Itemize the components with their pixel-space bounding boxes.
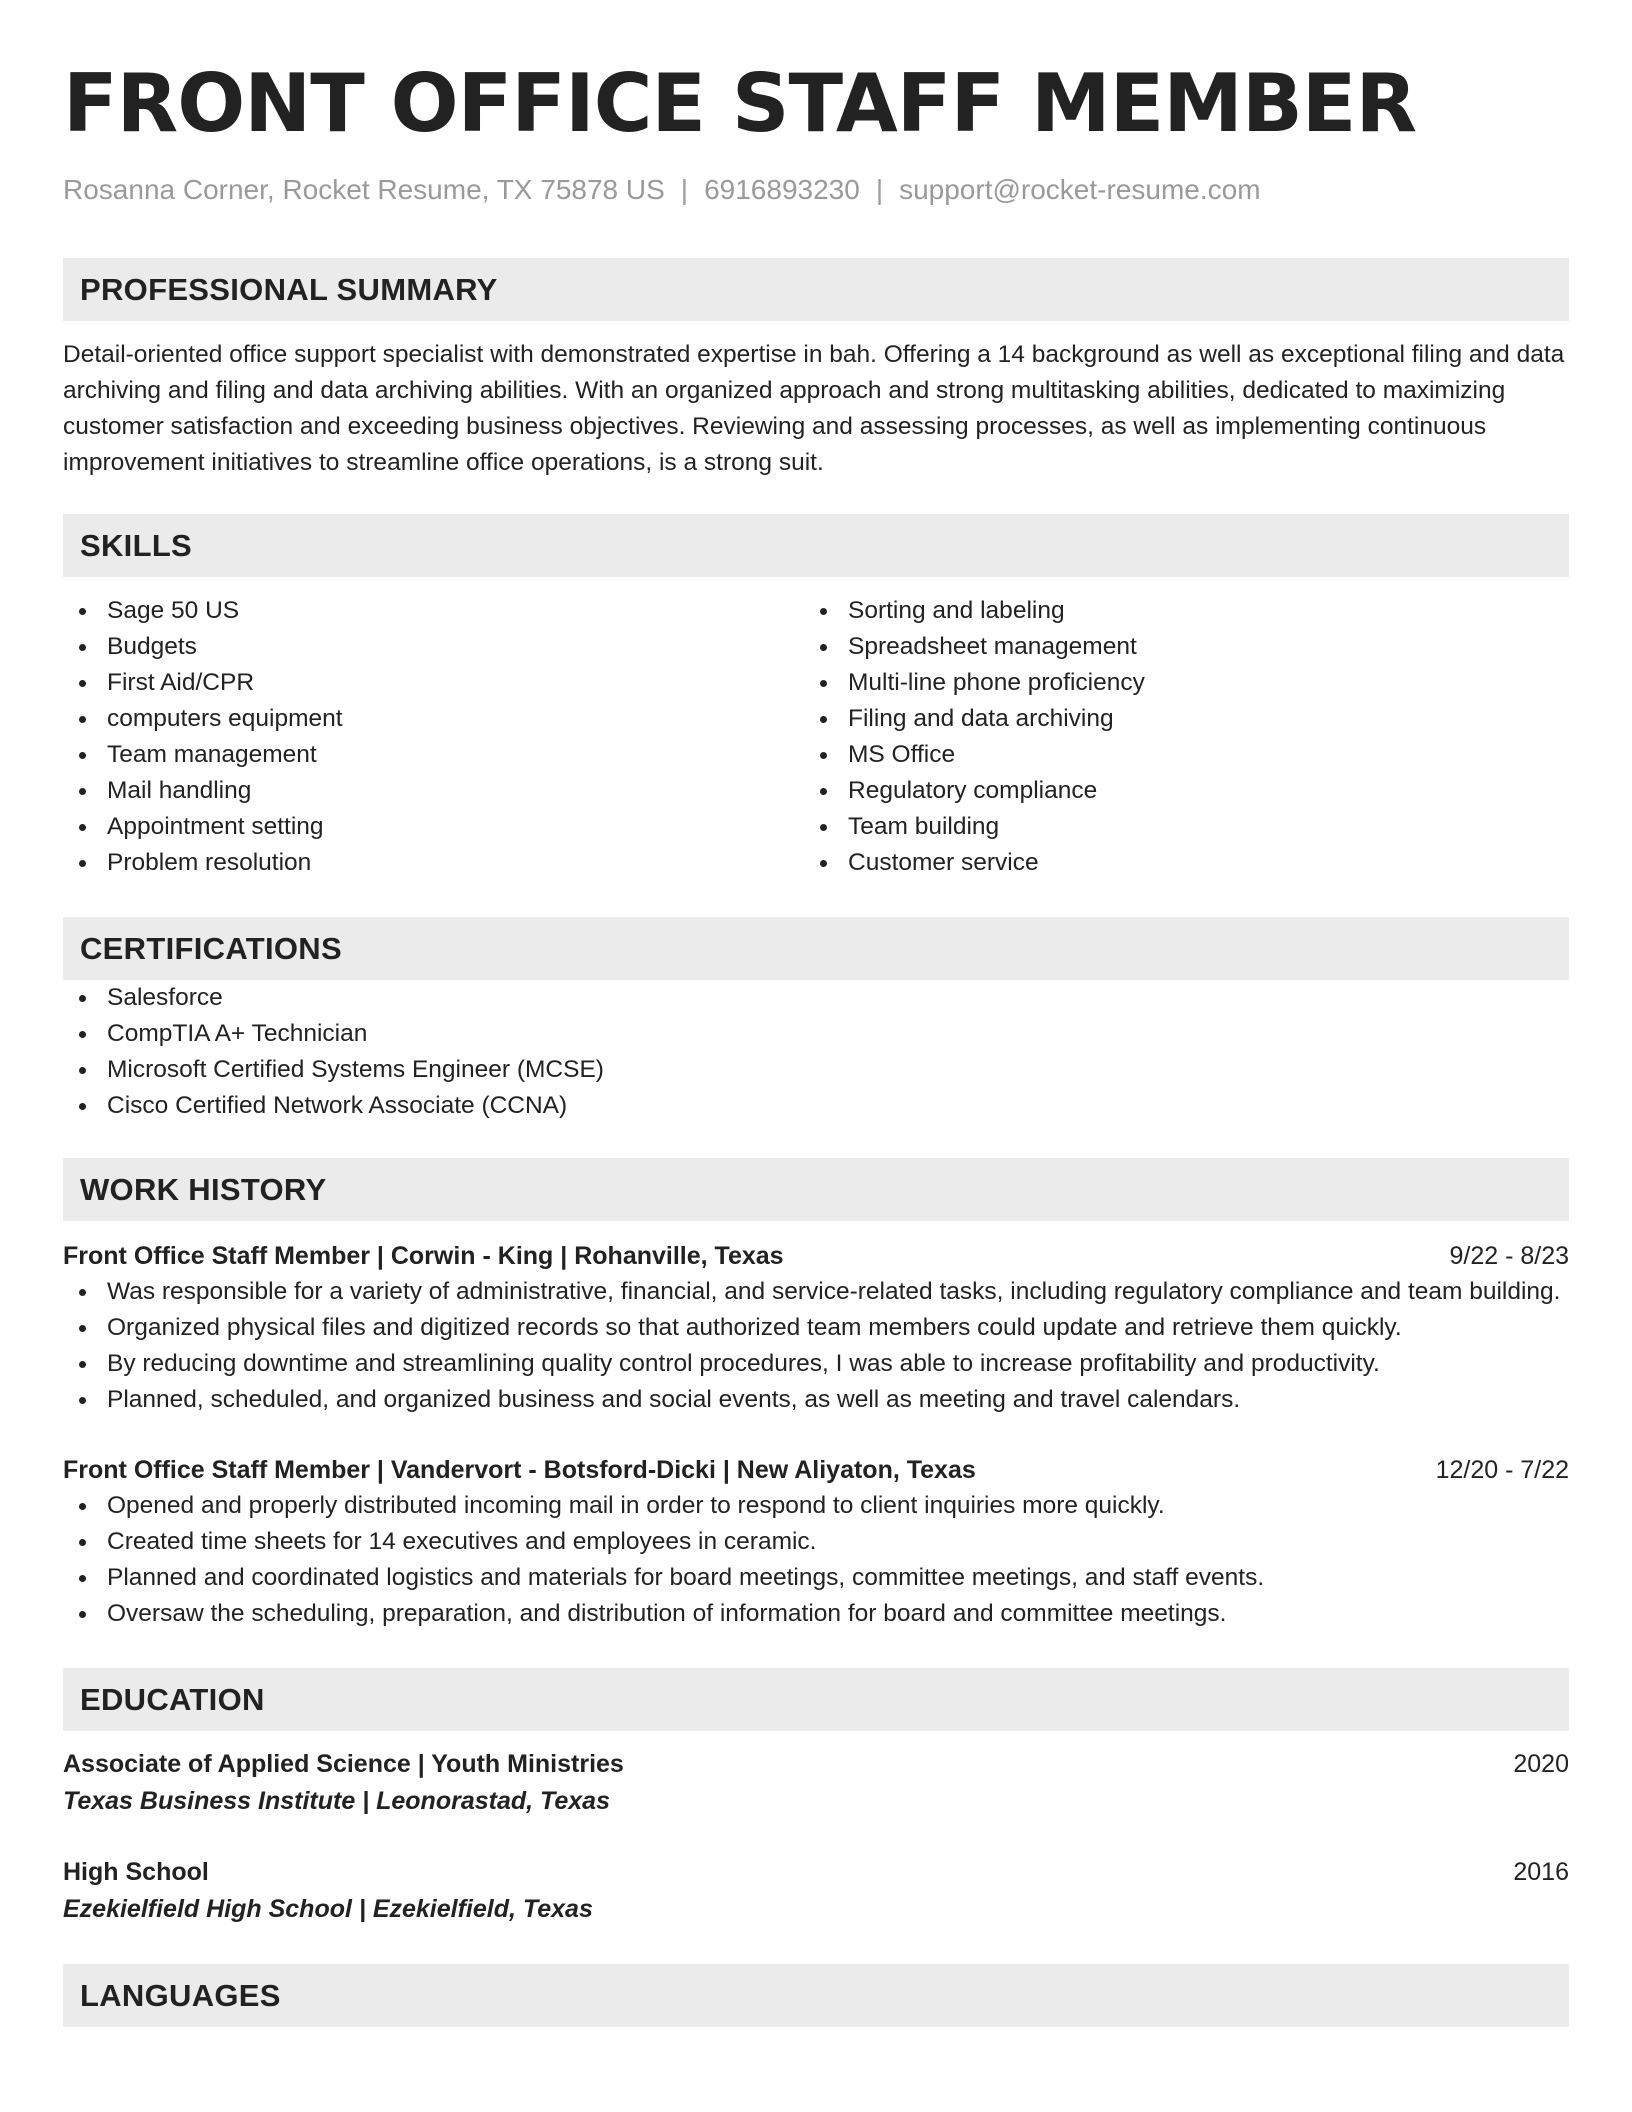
skill-item: Spreadsheet management [804,629,1569,665]
section-heading-education: EDUCATION [63,1668,1569,1731]
skill-item: MS Office [804,737,1569,773]
education-year: 2020 [1513,1750,1569,1778]
job-bullet: Organized physical files and digitized records so that authorized team members could update and retrieve them quickly. [63,1310,1569,1346]
education-entry [63,1854,1569,1928]
section-heading-summary: PROFESSIONAL SUMMARY [63,258,1569,321]
certification-item: Salesforce [63,980,1569,1016]
job-bullets [63,1488,1569,1632]
skill-item: Appointment setting [63,809,804,845]
job-bullet: Planned and coordinated logistics and materials for board meetings, committee meetings, and staff events. [63,1560,1569,1596]
job-dates: 12/20 - 7/22 [1435,1456,1569,1484]
contact-address: Rosanna Corner, Rocket Resume, TX 75878 US [63,174,665,205]
job-bullet: Planned, scheduled, and organized business and social events, as well as meeting and travel calendars. [63,1382,1569,1418]
skill-item: Mail handling [63,773,804,809]
contact-separator: | [680,174,689,205]
skill-item: Team management [63,737,804,773]
work-entry [63,1238,1569,1418]
skill-item: Multi-line phone proficiency [804,665,1569,701]
skills-list-left [63,593,804,881]
skill-item: Regulatory compliance [804,773,1569,809]
summary-text: Detail-oriented office support specialist with demonstrated expertise in bah. Offering a 14 background as well as exceptional filing and data archiving and filing and data archiving abilities. With an organized approach and strong multitasking abilities, dedicated to maximizing customer satisfaction and exceeding business objectives. Reviewing and assessing processes, as well as implementing continuous improvement initiatives to streamline office operations, is a strong suit. [63,341,1565,476]
certification-item: Microsoft Certified Systems Engineer (MCSE) [63,1052,1569,1088]
skill-item: Sorting and labeling [804,593,1569,629]
contact-email: support@rocket-resume.com [899,174,1261,205]
contact-phone: 6916893230 [704,174,860,205]
education-entry-header [63,1746,1569,1782]
job-bullets [63,1274,1569,1418]
degree-title: Associate of Applied Science | Youth Ministries [63,1750,624,1778]
education-year: 2016 [1513,1858,1569,1886]
skill-item: Filing and data archiving [804,701,1569,737]
skills-list-right [804,593,1569,881]
job-bullet: By reducing downtime and streamlining quality control procedures, I was able to increase profitability and productivity. [63,1346,1569,1382]
skill-item: computers equipment [63,701,804,737]
job-bullet: Created time sheets for 14 executives and employees in ceramic. [63,1524,1569,1560]
contact-line [63,172,1569,208]
certification-item: CompTIA A+ Technician [63,1016,1569,1052]
contact-separator: | [875,174,884,205]
skill-item: Team building [804,809,1569,845]
skill-item: Sage 50 US [63,593,804,629]
section-heading-certifications: CERTIFICATIONS [63,917,1569,980]
job-bullet: Opened and properly distributed incoming mail in order to respond to client inquiries more quickly. [63,1488,1569,1524]
section-heading-skills: SKILLS [63,514,1569,577]
job-bullet: Was responsible for a variety of administrative, financial, and service-related tasks, including regulatory compliance and team building. [63,1274,1569,1310]
resume-title: FRONT OFFICE STAFF MEMBER [63,57,1417,150]
job-bullet: Oversaw the scheduling, preparation, and distribution of information for board and committee meetings. [63,1596,1569,1632]
skill-item: Customer service [804,845,1569,881]
skill-item: First Aid/CPR [63,665,804,701]
school-name: Ezekielfield High School | Ezekielfield, Texas [63,1895,593,1923]
skill-item: Problem resolution [63,845,804,881]
education-entry-header [63,1854,1569,1890]
skill-item: Budgets [63,629,804,665]
certification-item: Cisco Certified Network Associate (CCNA) [63,1088,1569,1124]
work-entry [63,1452,1569,1632]
work-entry-header [63,1238,1569,1274]
school-name: Texas Business Institute | Leonorastad, Texas [63,1787,610,1815]
work-entry-header [63,1452,1569,1488]
certifications-list [63,980,1569,1124]
education-entry [63,1746,1569,1820]
job-title: Front Office Staff Member | Corwin - King | Rohanville, Texas [63,1242,784,1270]
skills-grid [63,593,1569,881]
section-heading-languages: LANGUAGES [63,1964,1569,2027]
job-dates: 9/22 - 8/23 [1449,1242,1569,1270]
section-heading-work-history: WORK HISTORY [63,1158,1569,1221]
degree-title: High School [63,1858,209,1886]
job-title: Front Office Staff Member | Vandervort - Botsford-Dicki | New Aliyaton, Texas [63,1456,976,1484]
